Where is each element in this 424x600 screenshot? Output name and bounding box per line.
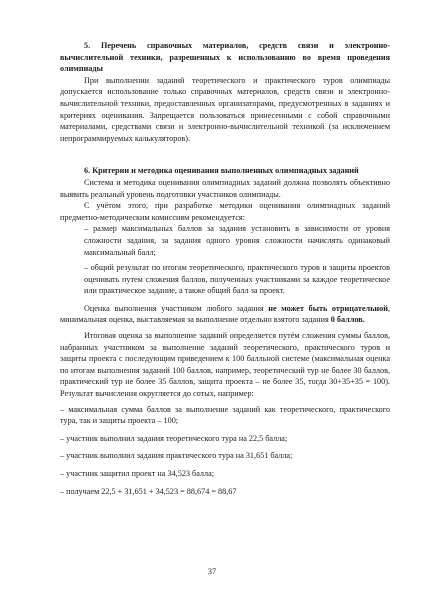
- section6-bullet-1: – размер максимальных баллов за задания установить в зависимости от уровня сложности задания, за задания одного уровня сложности начислять одинаковый максимальный балл;: [84, 224, 390, 257]
- section5-body: При выполнении заданий теоретического и практического туров олимпиады допускается использование только справочных материалов, средств связи и электронно-вычислительной техники, предоставленных организаторами, предусмотренных в заданиях и критериях оценивания. Запрещается пользоваться принесенными с собой справочными материалами, средствами связи и электронно-вычислительной техникой (за исключением непрограммируемых калькуляторов).: [60, 75, 390, 143]
- section6-paragraph-1: Система и методика оценивания олимпиадных заданий должна позволять объективно выявить реальный уровень подготовки участников олимпиады.: [60, 177, 390, 199]
- page-number: 37: [207, 567, 217, 576]
- list-item: – участник выполнил задания практического тура на 31,651 балла;: [60, 451, 293, 461]
- p3-bold-a: не может быть отрицательной: [268, 303, 388, 313]
- section6-heading: 6. Критерии и методика оценивания выполненных олимпиадных заданий: [84, 166, 359, 176]
- list-item: – участник защитил проект на 34,523 балла;: [60, 469, 215, 478]
- section6-bullet-2: – общий результат по итогам теоретического, практического туров и защиты проектов оценивать путем сложения баллов, полученных участниками за каждое теоретическое или практическое задание, а также общий балл за проект.: [84, 263, 390, 296]
- p3-text-a: Оценка выполнения участником любого задания: [84, 303, 269, 313]
- section6-paragraph-2: С учётом этого, при разработке методики оценивания олимпиадных заданий предметно-методическим комиссиям рекомендуется:: [60, 201, 390, 222]
- section5-heading: 5. Перечень справочных материалов, средств связи и электронно-вычислительной техники, разрешенных к использованию во время проведения олимпиады: [60, 41, 390, 74]
- section6-paragraph-3: [60, 303, 390, 326]
- section6-paragraph-4: Итоговая оценка за выполнение заданий определяется путём сложения суммы баллов, набранных участником за выполнение заданий теоретического, практического туров и защиты проекта с последующим приведением к 100 балльной системе (максимальная оценка по итогам выполнения заданий 100 баллов, например, теоретический тур не более 30 баллов, практический тур не более 35 баллов, защита проекта – не более 35, тогда 30+35+35 = 100). Результат вычисления округляется до сотых, например:: [60, 331, 390, 399]
- p3-bold-b: 0 баллов.: [330, 315, 365, 325]
- list-item: – получаем 22,5 + 31,651 + 34,523 = 88,674 = 88,67: [60, 486, 237, 496]
- list-item: – максимальная сумма баллов за выполнение заданий как теоретического, практического тура, так и защиты проекта – 100;: [60, 404, 390, 426]
- example-list: [60, 404, 390, 498]
- list-item: – участник выполнил задания теоретического тура на 22,5 балла;: [60, 433, 288, 443]
- p3-text-b: , минимальная оценка, выставляемая за выполнение отдельно взятого задания: [60, 303, 390, 325]
